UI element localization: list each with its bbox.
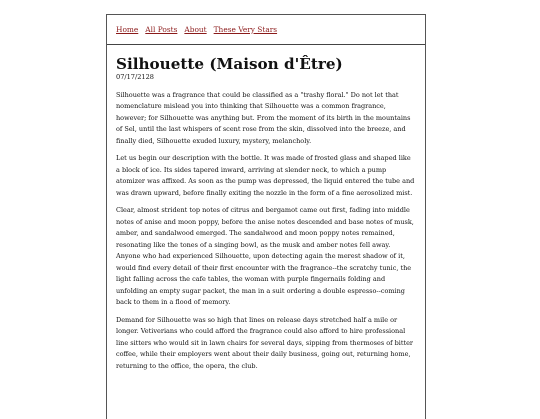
post-paragraph-1: Silhouette was a fragrance that could be classified as a "trashy floral." Do not let that nomenclature mislead you into thinking that Silhouette was a common fragrance, however; for Silhouette was anything but. From the moment of its birth in the mountains of Sel, until the last whispers of scent rose from the skin, dissolved into the breeze, and finally died, Silhouette exuded luxury, mystery, melancholy. [116, 91, 411, 145]
post-paragraph-4: Demand for Silhouette was so high that lines on release days stretched half a mile or longer. Vetiverians who could afford the fragrance could also afford to hire professional line sitters who would sit in lawn chairs for several days, sipping from thermoses of bitter coffee, while their employers went about their daily business, going out, returning home, returning to the office, the opera, the club. [116, 315, 414, 370]
nav-link-all-posts[interactable]: All Posts [145, 25, 178, 34]
nav-link-these-very-stars[interactable]: These Very Stars [213, 25, 278, 34]
nav-link-home[interactable]: Home [116, 25, 139, 34]
post-title: Silhouette (Maison d'Être) [116, 55, 343, 73]
nav-link-about[interactable]: About [184, 25, 207, 34]
post-article [116, 55, 416, 372]
blog-post-page [106, 14, 426, 419]
post-paragraph-2: Let us begin our description with the bottle. It was made of frosted glass and shaped like a block of ice. Its sides tapered inward, arriving at slender neck, to which a pump atomizer was affixed. As soon as the pump was depressed, the liquid entered the tube and was drawn upward, before finally exiting the nozzle in the form of a fine aerosolized mist. [116, 154, 415, 197]
nav-divider [107, 44, 425, 45]
top-navigation [116, 24, 416, 35]
post-date: 07/17/2128 [116, 73, 155, 81]
post-paragraph-3: Clear, almost strident top notes of citrus and bergamot came out first, fading into middle notes of anise and moon poppy, before the anise notes descended and base notes of musk, amber, and sandalwood emerged. The sandalwood and moon poppy notes remained, resonating like the tones of a singing bowl, as the musk and amber notes fell away. Anyone who had experienced Silhouette, upon detecting again the merest shadow of it, would find every detail of their first encounter with the fragrance--the scratchy tunic, the light falling across the cafe tables, the woman with purple fingernails folding and unfolding an empty sugar packet, the man in a suit ordering a double espresso--coming back to them in a flood of memory. [116, 206, 414, 307]
